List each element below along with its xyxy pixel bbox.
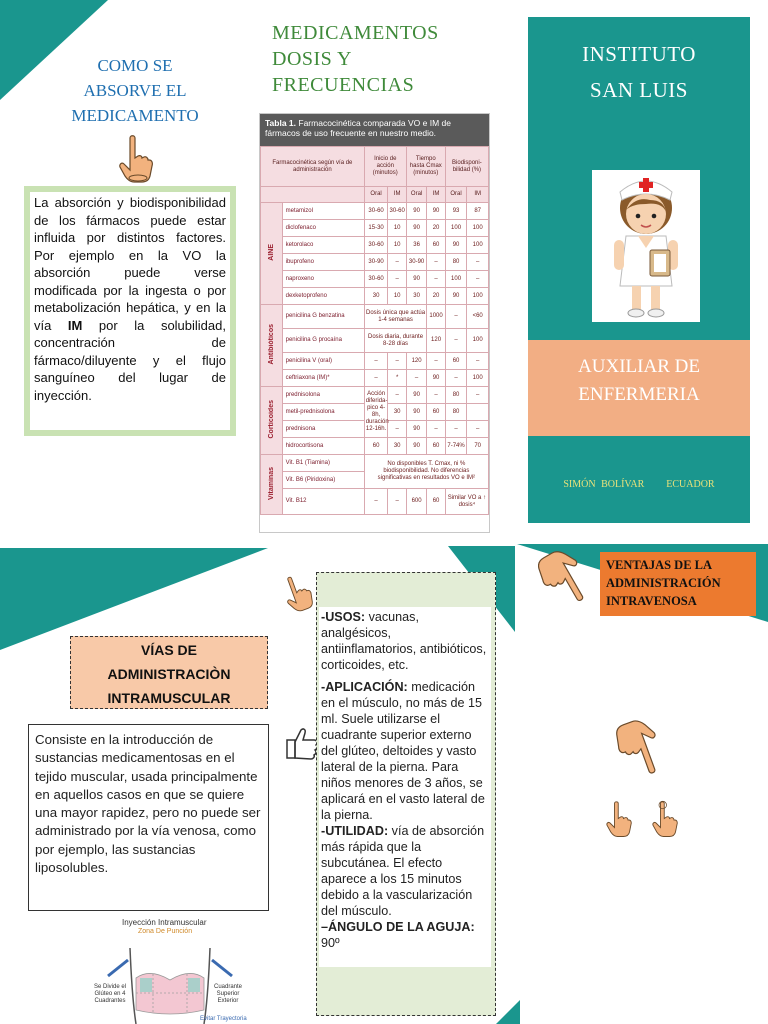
angulo-label: –ÁNGULO DE LA AGUJA:	[321, 920, 475, 934]
table-cell: –	[364, 370, 388, 387]
drug-name: Vit. B6 (Piridoxina)	[282, 472, 364, 489]
table-cell: –	[467, 421, 489, 438]
utilidad-text: vía de absorción más rápida que la subcutánea. El efecto aparece a los 15 minutos debido a la vascularización del músculo.	[321, 824, 485, 918]
thumbs-up-icon	[285, 726, 319, 762]
table-cell: –	[388, 489, 406, 515]
iv-advantages-heading	[600, 552, 756, 616]
table-cell: 30-60	[364, 237, 388, 254]
illustration-right-label: Cuadrante Superior Exterior	[213, 984, 243, 1004]
ventajas-line-3: INTRAVENOSA	[606, 594, 697, 608]
table-cell: 60	[427, 237, 445, 254]
ventajas-line-1: VENTAJAS DE LA	[606, 558, 713, 572]
table-caption	[260, 114, 489, 146]
table-cell: 60	[364, 438, 388, 455]
drug-name: metil-prednisolona	[282, 404, 364, 421]
title-line-1: MEDICAMENTOS	[272, 22, 439, 44]
table-cell: 90	[406, 438, 427, 455]
table-cell: –	[406, 370, 427, 387]
drug-name: hidrocortisona	[282, 438, 364, 455]
table-cell: 30-90	[364, 254, 388, 271]
table-row	[261, 353, 489, 370]
table-cell: 600	[406, 489, 427, 515]
table-cell: 90	[427, 203, 445, 220]
title-line-3: FRECUENCIAS	[272, 74, 415, 96]
table-cell: 90	[406, 271, 427, 288]
page-title	[272, 20, 472, 98]
table-header-bio: Biodisponi-bilidad (%)	[445, 147, 488, 187]
table-cell: –	[388, 254, 406, 271]
drug-name: penicilina G benzatina	[282, 305, 364, 329]
injection-illustration	[80, 918, 260, 1024]
angulo-paragraph	[321, 919, 489, 951]
aplicacion-label: -APLICACIÓN:	[321, 680, 408, 694]
table-header-label: Farmacocinética según vía de administración	[261, 147, 365, 187]
table-cell: 100	[467, 220, 489, 237]
drug-name: ketorolaco	[282, 237, 364, 254]
table-cell: –	[388, 353, 406, 370]
aplicacion-paragraph	[321, 679, 489, 823]
table-cell: 60	[445, 353, 467, 370]
table-cell: –	[467, 254, 489, 271]
absorption-text-part-1: La absorción y biodisponibilidad de los fármacos puede estar influida por distintos factores. Por ejemplo en la VO la absorción puede verse modificada por la ingesta o por metabolización hepática, y en la vía	[34, 195, 226, 333]
table-body	[260, 146, 489, 515]
table-cell: –	[445, 329, 467, 353]
pointing-hand-icon	[538, 546, 588, 608]
table-cell: 90	[445, 237, 467, 254]
group-corticoides: Corticoides	[267, 400, 275, 439]
pharmacokinetics-table	[259, 113, 490, 533]
drug-name: diclofenaco	[282, 220, 364, 237]
table-row	[261, 288, 489, 305]
drug-name: penicilina G procaína	[282, 329, 364, 353]
intramuscular-description-text: Consiste en la introducción de sustancias medicamentosas en el tejido muscular, usada principalmente en aquellos casos en que se quiere una mayor rapidez, pero no puede ser administrado por la vía venosa, como por ejemplo, las sustancias liposolubles.	[35, 732, 261, 876]
table-cell: Dosis única que actúa 1-4 semanas	[364, 305, 427, 329]
table-cell: 30-60	[364, 203, 388, 220]
institute-name	[528, 36, 750, 108]
utilidad-label: -UTILIDAD:	[321, 824, 389, 838]
table-cell: 70	[467, 438, 489, 455]
table-cell: 93	[445, 203, 467, 220]
table-cell: –	[427, 353, 445, 370]
institute-line-1: INSTITUTO	[582, 42, 696, 66]
table-cell: Dosis diaria, durante 8-28 días	[364, 329, 427, 353]
table-cell: 10	[388, 220, 406, 237]
heading-line-2: ABSORVE EL	[83, 81, 187, 100]
table-cell: 1000	[427, 305, 445, 329]
table-cell: –	[467, 353, 489, 370]
drug-name: ibuprofeno	[282, 254, 364, 271]
table-cell: –	[388, 421, 406, 438]
table-row	[261, 254, 489, 271]
header-im: IM	[388, 187, 406, 203]
drug-name: prednisolona	[282, 387, 364, 404]
absorption-heading	[55, 53, 215, 128]
table-row	[261, 271, 489, 288]
city-label: SIMÓN BOLÍVAR	[563, 479, 645, 490]
table-cell: 90	[406, 387, 427, 404]
vias-line-3: INTRAMUSCULAR	[107, 690, 231, 706]
heading-line-3: MEDICAMENTO	[71, 106, 199, 125]
group-antibioticos: Antibióticos	[267, 324, 275, 365]
table-cell: 30-90	[406, 254, 427, 271]
title-line-2: DOSIS Y	[272, 48, 352, 70]
header-oral: Oral	[406, 187, 427, 203]
absorption-text-im: IM	[67, 317, 83, 333]
table-cell: –	[364, 353, 388, 370]
table-row	[261, 438, 489, 455]
table-header-onset: Inicio de acción (minutos)	[364, 147, 406, 187]
table-cell: 36	[406, 237, 427, 254]
institute-line-2: SAN LUIS	[590, 78, 688, 102]
header-oral: Oral	[445, 187, 467, 203]
table-row	[261, 455, 489, 472]
table-cell: 30	[406, 288, 427, 305]
drug-name: dexketoprofeno	[282, 288, 364, 305]
drug-name: ceftriaxona (IM)*	[282, 370, 364, 387]
usos-text: vacunas, analgésicos, antiinflamatorios, antibióticos, corticoides, etc.	[321, 610, 487, 672]
table-cell: 90	[406, 220, 427, 237]
illustration-bottom-label: Evitar Trayectoria	[200, 1016, 247, 1022]
table-cell: –	[427, 387, 445, 404]
buttocks-diagram	[80, 918, 260, 1024]
table-cell: 30-60	[388, 203, 406, 220]
illustration-title: Inyección Intramuscular	[122, 918, 207, 927]
table-cell: 30	[388, 404, 406, 421]
table-row	[261, 370, 489, 387]
illustration-left-label: Se Divide el Glúteo en 4 Cuadrantes	[93, 984, 126, 1004]
table-cell: –	[388, 387, 406, 404]
pointing-hand-icon	[614, 716, 664, 778]
ventajas-line-2: ADMINISTRACIÓN	[606, 576, 721, 590]
table-cell: 10	[388, 237, 406, 254]
drug-name: Vit. B1 (Tiamina)	[282, 455, 364, 472]
pointing-hand-icon	[604, 800, 634, 840]
table-row	[261, 305, 489, 329]
absorption-text-box	[24, 186, 236, 436]
group-vitaminas: Vitaminas	[267, 467, 275, 500]
table-row	[261, 237, 489, 254]
table-cell: 60	[427, 489, 445, 515]
table-cell: 90	[445, 288, 467, 305]
table-cell: –	[445, 370, 467, 387]
table-cell: 15-30	[364, 220, 388, 237]
intramuscular-heading	[70, 636, 268, 709]
program-line-2: ENFERMERIA	[578, 384, 700, 405]
table-cell: –	[388, 271, 406, 288]
country-label: ECUADOR	[666, 479, 715, 490]
table-cell: 90	[406, 421, 427, 438]
usos-paragraph	[321, 609, 489, 673]
header-oral: Oral	[364, 187, 388, 203]
table-cell: –	[427, 271, 445, 288]
cover-location	[528, 479, 750, 490]
table-cell: No disponibles T. Cmax, ni % biodisponibilidad. No diferencias significativas en resultados VO e IM²	[364, 455, 488, 489]
table-cell: 60	[427, 438, 445, 455]
table-cell: 10	[388, 288, 406, 305]
drug-name: Vit. B12	[282, 489, 364, 515]
vias-line-1: VÍAS DE	[140, 642, 197, 658]
corner-triangle-bottom	[496, 1000, 520, 1024]
group-aine: AINE	[267, 244, 275, 261]
table-cell: 120	[406, 353, 427, 370]
usos-label: -USOS:	[321, 610, 366, 624]
table-cell: 30-60	[364, 271, 388, 288]
pointing-hand-icon	[650, 800, 680, 840]
table-header-cmax: Tiempo hasta Cmax (minutos)	[406, 147, 445, 187]
table-cell: –	[364, 489, 388, 515]
nurse-illustration	[592, 170, 700, 322]
table-caption-label: Tabla 1.	[265, 118, 297, 128]
table-cell: 7-74%	[445, 438, 467, 455]
table-cell: 30	[364, 288, 388, 305]
angulo-text: 90º	[321, 936, 340, 950]
utilidad-paragraph	[321, 823, 489, 919]
drug-name: penicilina V (oral)	[282, 353, 364, 370]
corner-triangle-mid-left	[0, 548, 268, 650]
table-cell: 90	[427, 370, 445, 387]
program-title	[528, 353, 750, 409]
vias-line-2: ADMINISTRACIÒN	[107, 666, 231, 682]
table-cell: –	[445, 421, 467, 438]
table-cell: Acción diferida-pico 4-8h, duración 12-16h.	[364, 387, 388, 438]
table-cell: Similar VO a ↑ dosis⁴	[445, 489, 488, 515]
table-cell: *	[388, 370, 406, 387]
table-cell: 100	[467, 329, 489, 353]
table-cell: 120	[427, 329, 445, 353]
uses-text-box	[319, 607, 491, 967]
intramuscular-description	[28, 724, 269, 911]
table-cell: 100	[467, 288, 489, 305]
table-cell: –	[467, 387, 489, 404]
heading-line-1: COMO SE	[97, 56, 173, 75]
pointing-hand-icon	[116, 134, 156, 186]
header-im: IM	[427, 187, 445, 203]
table-cell: 100	[445, 271, 467, 288]
table-cell: –	[427, 421, 445, 438]
drug-name: naproxeno	[282, 271, 364, 288]
aplicacion-text: medicación en el músculo, no más de 15 ml. Suele utilizarse el cuadrante superior externo del glúteo, deltoides y vasto lateral de la pierna. Para niños menores de 3 años, se aplicará en el vasto lateral de la pierna.	[321, 680, 485, 822]
table-cell: 80	[445, 404, 467, 421]
table-row	[261, 329, 489, 353]
table-cell: 20	[427, 220, 445, 237]
table-cell: –	[445, 305, 467, 329]
table-cell: 100	[445, 220, 467, 237]
nurse-icon	[592, 170, 700, 322]
table-cell: 20	[427, 288, 445, 305]
program-line-1: AUXILIAR DE	[578, 356, 700, 377]
absorption-text-part-2: por la solubilidad, concentración de fármaco/diluyente y el flujo sanguíneo del lugar de inyección.	[34, 317, 226, 403]
table-cell: 100	[467, 370, 489, 387]
table-cell: 80	[445, 387, 467, 404]
table-cell: 100	[467, 237, 489, 254]
table-cell: 87	[467, 203, 489, 220]
pointing-hand-icon	[282, 574, 314, 614]
table-cell: 80	[445, 254, 467, 271]
table-cell: 30	[388, 438, 406, 455]
table-cell: –	[467, 271, 489, 288]
table-row	[261, 203, 489, 220]
drug-name: metamizol	[282, 203, 364, 220]
table-caption-text: Farmacocinética comparada VO e IM de fármacos de uso frecuente en nuestro medio.	[265, 118, 451, 138]
table-cell: <60	[467, 305, 489, 329]
header-im: IM	[467, 187, 489, 203]
drug-name: prednisona	[282, 421, 364, 438]
table-row	[261, 489, 489, 515]
table-cell: 60	[427, 404, 445, 421]
table-row	[261, 220, 489, 237]
illustration-subtitle: Zona De Punción	[138, 928, 193, 935]
table-cell: 90	[406, 203, 427, 220]
table-row	[261, 387, 489, 404]
table-cell: 90	[406, 404, 427, 421]
table-cell: –	[427, 254, 445, 271]
